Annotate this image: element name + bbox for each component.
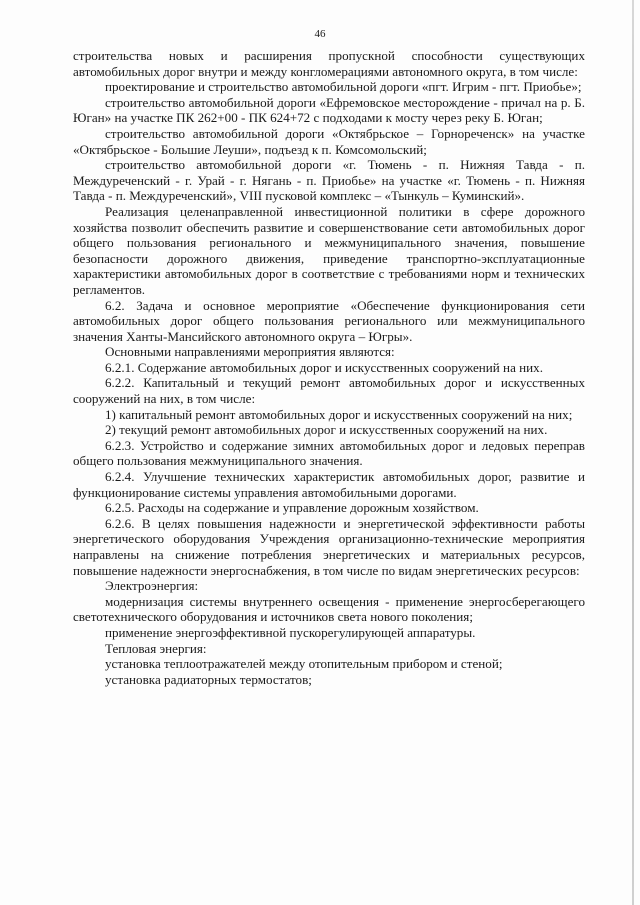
paragraph: Реализация целенаправленной инвестиционной политики в сфере дорожного хозяйства позволит обеспечить развитие и совершенствование сети автомобильных дорог общего пользования регионального и межмуниципального значения, повышение безопасности дорожного движения, приведение транспортно-эксплуатационные характеристики автомобильных дорог в соответствие с требованиями норм и технических регламентов. xyxy=(73,203,585,297)
paragraph: установка теплоотражателей между отопительным прибором и стеной; xyxy=(105,656,503,672)
paragraph: 6.2.3. Устройство и содержание зимних автомобильных дорог и ледовых переправ общего пользования межмуниципального значения. xyxy=(73,437,585,469)
paragraph: проектирование и строительство автомобильной дороги «пгт. Игрим - пгт. Приобье»; xyxy=(105,79,582,95)
paragraph: строительство автомобильной дороги «г. Тюмень - п. Нижняя Тавда - п. Междуреченский - г. Урай - г. Нягань - п. Приобье» на участке «г. Тюмень - п. Нижняя Тавда - п. Междуреченский», VIII пусковой комплекс – «Тынкуль – Куминский». xyxy=(73,157,585,204)
paragraph: Тепловая энергия: xyxy=(105,640,207,656)
paragraph: 6.2.5. Расходы на содержание и управление дорожным хозяйством. xyxy=(105,500,479,516)
paragraph: 1) капитальный ремонт автомобильных дорог и искусственных сооружений на них; xyxy=(105,406,573,422)
scan-edge-shadow xyxy=(632,0,634,905)
paragraph: Электроэнергия: xyxy=(105,578,199,594)
paragraph: модернизация системы внутреннего освещения - применение энергосберегающего светотехнического оборудования и источников света нового поколения; xyxy=(73,593,585,625)
paragraph: применение энергоэффективной пускорегулирующей аппаратуры. xyxy=(105,624,476,640)
paragraph: строительство автомобильной дороги «Ефремовское месторождение - причал на р. Б. Юган» на участке ПК 262+00 - ПК 624+72 с подходами к мосту через реку Б. Юган; xyxy=(73,94,585,126)
paragraph: Основными направлениями мероприятия являются: xyxy=(105,344,395,360)
paragraph: строительства новых и расширения пропускной способности существующих автомобильных дорог внутри и между конгломерациями автономного округа, в том числе: xyxy=(73,48,585,79)
paragraph: установка радиаторных термостатов; xyxy=(105,671,312,687)
body-text xyxy=(73,48,585,687)
paragraph: строительство автомобильной дороги «Октябрьское – Горнореченск» на участке «Октябрьское - Большие Леуши», подъезд к п. Комсомольский; xyxy=(73,125,585,157)
paragraph: 6.2.6. В целях повышения надежности и энергетической эффективности работы энергетического оборудования Учреждения организационно-технические мероприятия направлены на снижение потребления энергетических и материальных ресурсов, повышение надежности энергоснабжения, в том числе по видам энергетических ресурсов: xyxy=(73,515,585,578)
paragraph: 2) текущий ремонт автомобильных дорог и искусственных сооружений на них. xyxy=(105,422,548,438)
paragraph: 6.2.1. Содержание автомобильных дорог и искусственных сооружений на них. xyxy=(105,359,543,375)
paragraph: 6.2. Задача и основное мероприятие «Обеспечение функционирования сети автомобильных дорог общего пользования регионального или межмуниципального значения Ханты-Мансийского автономного округа – Югры». xyxy=(73,297,585,344)
page-number: 46 xyxy=(314,28,326,40)
paragraph: 6.2.4. Улучшение технических характеристик автомобильных дорог, развитие и функционирование системы управления автомобильными дорогами. xyxy=(73,469,585,500)
paragraph: 6.2.2. Капитальный и текущий ремонт автомобильных дорог и искусственных сооружений на них, в том числе: xyxy=(73,375,585,407)
